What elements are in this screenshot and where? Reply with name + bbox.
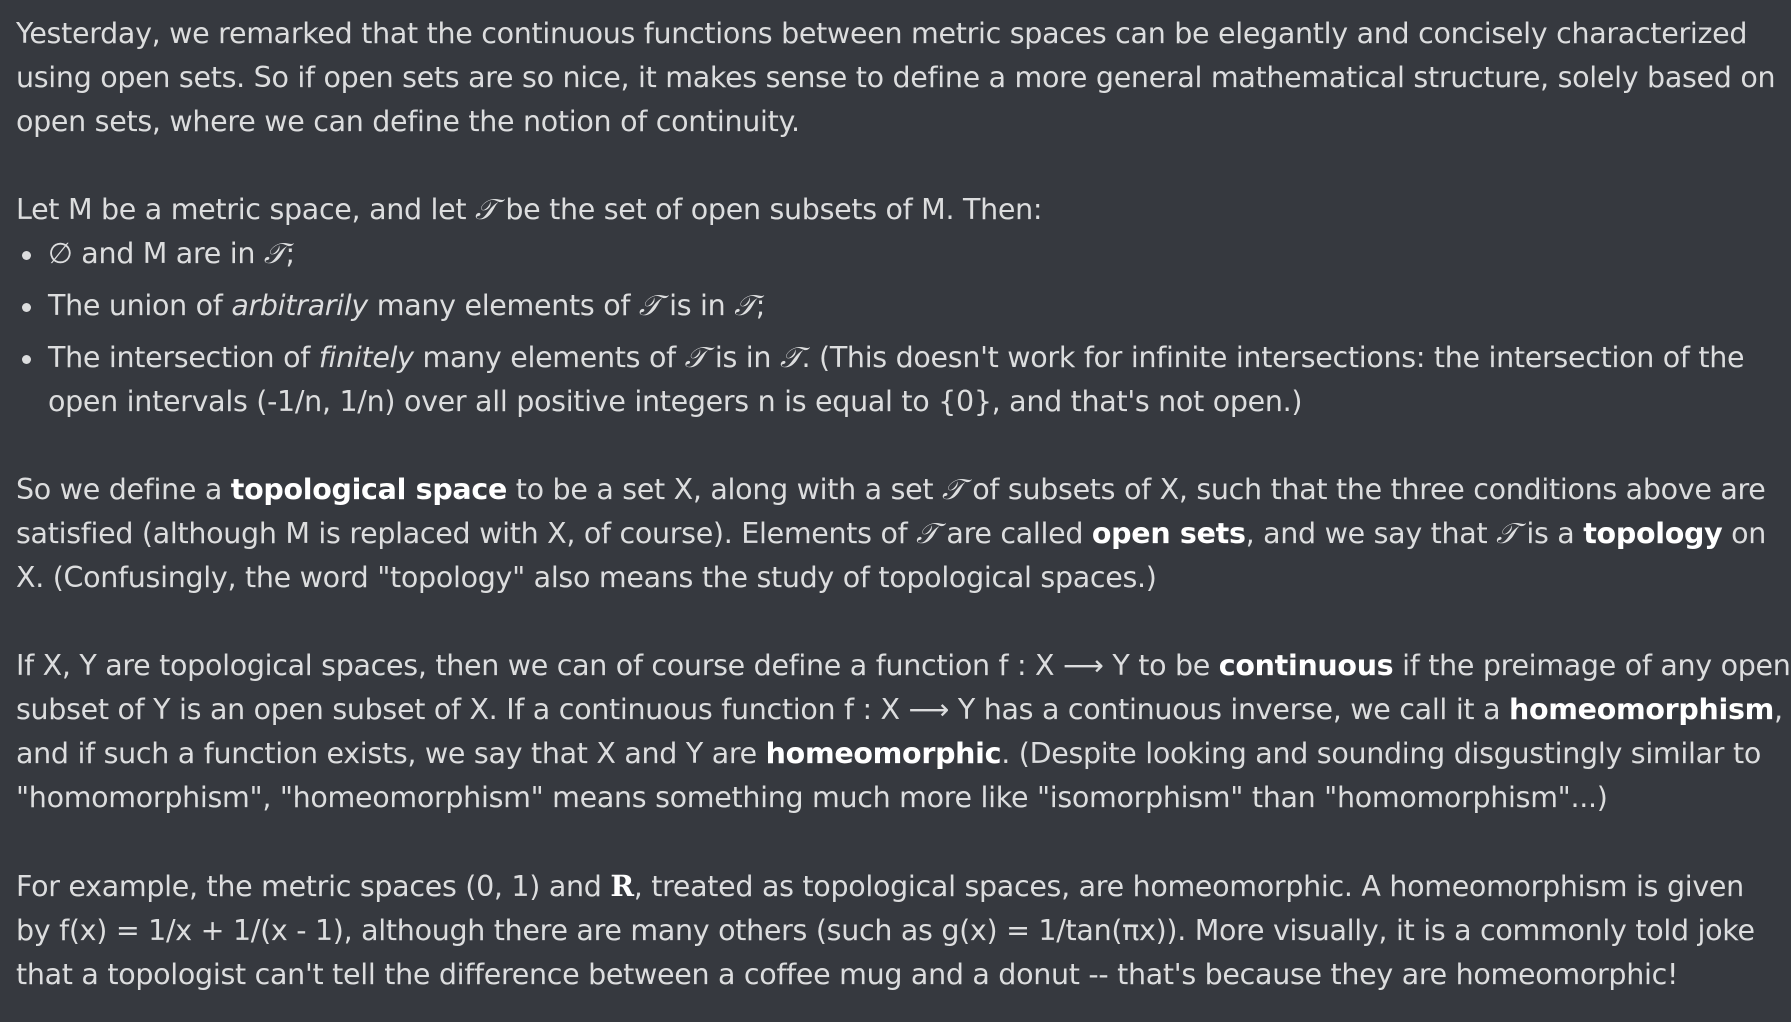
script-t-symbol: 𝒯 [916, 517, 938, 550]
text-fragment: If X, Y are topological spaces, then we can of course define a function f : X ⟶ Y to be [16, 649, 1219, 682]
bold-term: continuous [1218, 649, 1394, 682]
text-line [16, 644, 1791, 688]
text-fragment: is a [1517, 517, 1584, 550]
chat-message [16, 12, 1791, 997]
text-line: using open sets. So if open sets are so nice, it makes sense to define a more general mathematical structure, solely based on [16, 61, 1776, 94]
text-fragment: ; [755, 289, 766, 322]
script-t-symbol: 𝒯 [779, 341, 802, 374]
text-fragment: , and we say that [1245, 517, 1497, 550]
list-item [16, 284, 1676, 328]
text-fragment: The union of [48, 289, 232, 322]
text-line: X. (Confusingly, the word "topology" also means the study of topological spaces.) [16, 561, 1157, 594]
script-t-symbol: 𝒯 [263, 237, 286, 270]
text-fragment: is in [706, 341, 780, 374]
text-fragment: . (Despite looking and sounding disgustingly similar to [1001, 737, 1761, 770]
text-fragment: and if such a function exists, we say that X and Y are [16, 737, 766, 770]
text-fragment: is in [660, 289, 735, 322]
text-fragment: of subsets of X, such that the three conditions above are [963, 473, 1766, 506]
paragraph-continuity [16, 644, 1791, 820]
bold-term: open sets [1091, 517, 1246, 550]
emphasis-text: finitely [318, 341, 414, 374]
text-fragment: , treated as topological spaces, are homeomorphic. A homeomorphism is given [633, 870, 1744, 903]
bold-term: homeomorphic [765, 737, 1002, 770]
text-line [16, 688, 1783, 732]
text-fragment: , [1774, 693, 1783, 726]
paragraph-example [16, 864, 1755, 997]
text-line: Yesterday, we remarked that the continuous functions between metric spaces can be elegantly and concisely characterized [16, 17, 1748, 50]
text-fragment: if the preimage of any open [1393, 649, 1791, 682]
list-item [16, 336, 1745, 424]
text-fragment: For example, the metric spaces (0, 1) and [16, 870, 611, 903]
script-t-symbol: 𝒯 [475, 193, 497, 226]
paragraph-spacer [16, 600, 1676, 644]
text-line [16, 188, 1676, 232]
text-fragment: Let M be a metric space, and let [16, 193, 476, 226]
text-line [16, 468, 1766, 512]
text-fragment: be the set of open subsets of M. Then: [496, 193, 1043, 226]
text-fragment: ; [285, 237, 295, 270]
text-line [16, 512, 1767, 556]
paragraph-intro [16, 12, 1776, 144]
text-line: that a topologist can't tell the difference between a coffee mug and a donut -- that's because they are homeomorphic! [16, 958, 1679, 991]
paragraph-spacer [16, 144, 1676, 188]
text-line: open intervals (-1/n, 1/n) over all positive integers n is equal to {0}, and that's not open.) [48, 385, 1303, 418]
text-line [16, 864, 1744, 909]
bold-term: topology [1583, 517, 1723, 550]
script-t-symbol: 𝒯 [942, 473, 964, 506]
script-t-symbol: 𝒯 [734, 289, 756, 322]
text-fragment: many elements of [367, 289, 639, 322]
text-line [16, 732, 1761, 776]
text-fragment: many elements of [413, 341, 685, 374]
bold-term: homeomorphism [1509, 693, 1775, 726]
text-line: open sets, where we can define the notion of continuity. [16, 105, 800, 138]
real-numbers-symbol: R [610, 869, 634, 903]
conditions-list [16, 232, 1745, 424]
text-line: "homomorphism", "homeomorphism" means something much more like "isomorphism" than "homomorphism"...) [16, 781, 1608, 814]
text-fragment: . (This doesn't work for infinite intersections: the intersection of the [801, 341, 1745, 374]
bold-term: topological space [230, 473, 507, 506]
list-item [16, 232, 1676, 276]
text-fragment: are called [937, 517, 1092, 550]
script-t-symbol: 𝒯 [638, 289, 661, 322]
text-fragment: ∅ and M are in [48, 237, 264, 270]
text-fragment: subset of Y is an open subset of X. If a continuous function f : X ⟶ Y has a continuous inverse, we call it a [16, 693, 1509, 726]
script-t-symbol: 𝒯 [1496, 517, 1518, 550]
paragraph-topological-space [16, 468, 1767, 600]
paragraph-spacer [16, 424, 1676, 468]
script-t-symbol: 𝒯 [684, 341, 707, 374]
text-line: by f(x) = 1/x + 1/(x - 1), although there are many others (such as g(x) = 1/tan(πx)). More visually, it is a commonly told joke [16, 914, 1755, 947]
text-fragment: satisfied (although M is replaced with X, of course). Elements of [16, 517, 917, 550]
paragraph-spacer [16, 820, 1676, 864]
text-fragment: to be a set X, along with a set [507, 473, 942, 506]
text-line [48, 336, 1745, 380]
paragraph-metric-open-sets [16, 188, 1676, 232]
emphasis-text: arbitrarily [231, 289, 368, 322]
text-fragment: So we define a [16, 473, 231, 506]
text-fragment: on [1722, 517, 1767, 550]
text-fragment: The intersection of [48, 341, 319, 374]
